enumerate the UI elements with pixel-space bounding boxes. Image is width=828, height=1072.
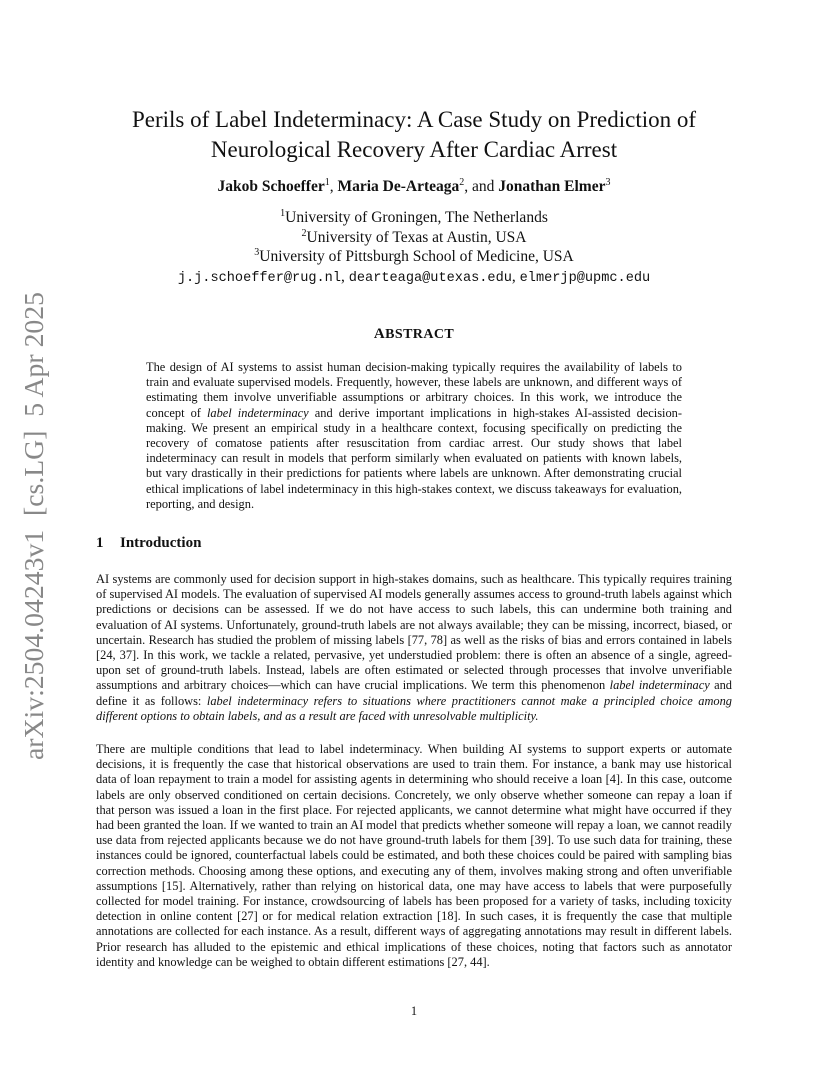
affiliation-marker: 2	[301, 227, 307, 239]
author-affil-marker: 3	[605, 176, 611, 188]
section-title: Introduction	[120, 535, 202, 551]
affiliation-marker: 3	[254, 246, 260, 258]
abstract-emphasis: label indeterminacy	[206, 405, 309, 420]
arxiv-identifier-stamp	[10, 290, 54, 760]
email-link[interactable]: j.j.schoeffer@rug.nl	[177, 270, 341, 286]
intro-paragraph-2: There are multiple conditions that lead to label indeterminacy. When building AI systems to support experts or automate decisions, it is frequently the case that historical observations are used to train them. For instance, a bank may use historical data of loan repayment to train a model for assisting agents in determining who should receive a loan [4]. In this case, outcome labels are only observed conditioned on certain decisions. Concretely, we only observe whether someone can repay a loan if that person was issued a loan in the first place. For rejected applicants, we cannot determine what might have occurred if they had been granted the loan. If we wanted to train an AI model that predicts whether someone will repay a loan, we cannot readily use data from rejected applicants because we do not have ground-truth labels for them [39]. To use such data for training, these instances could be ignored, counterfactual labels could be estimated, and both these choices could be paired with sampling bias correction methods. Choosing among these options, and executing any of them, involves making strong and often unverifiable assumptions [15]. Alternatively, rather than relying on historical data, one may have access to labels that were purposefully collected for model training. For instance, crowdsourcing of labels has been proposed for a variety of tasks, including toxicity detection in online content [27] or for medical relation extraction [18]. In such cases, it is frequently the case that multiple annotations are collected for each instance. As a result, different ways of aggregating annotations may result in different labels. Prior research has alluded to the epistemic and ethical implications of these choices, noting that factors such as annotator identity and knowledge can be weighed to obtain different estimations [27, 44].	[96, 742, 732, 969]
email-link[interactable]: elmerjp@upmc.edu	[519, 270, 651, 286]
affiliation-text: University of Groningen, The Netherlands	[285, 209, 548, 226]
author-name: Jakob Schoeffer	[217, 178, 325, 195]
affiliation-text: University of Pittsburgh School of Medicine, USA	[259, 248, 574, 265]
author-affil-marker: 2	[459, 176, 465, 188]
email-link[interactable]: dearteaga@utexas.edu	[348, 270, 512, 286]
abstract-text: and derive important implications in high-stakes AI-assisted decision-making. We present an empirical study in a healthcare context, focusing specifically on predicting the recovery of comatose patients after resuscitation from cardiac arrest. Our study shows that label indeterminacy can result in models that perform similarly when evaluated on patients with known labels, but vary drastically in their predictions for patients where labels are unknown. After demonstrating crucial ethical implications of label indeterminacy in this high-stakes context, we discuss takeaways for evaluation, reporting, and design.	[146, 405, 682, 511]
definition-emphasis: label indeterminacy refers to situations where practitioners cannot make a principled choice among different options to obtain labels, and as a result are faced with unresolvable multiplicity.	[96, 693, 733, 723]
author-separator: , and	[464, 178, 499, 195]
abstract-heading-rest: BSTRACT	[385, 327, 455, 342]
paragraph-text: and define it as follows:	[96, 678, 733, 708]
section-number: 1	[96, 535, 104, 551]
author-affil-marker: 1	[324, 176, 330, 188]
abstract-body	[146, 360, 682, 512]
title-line-1: Perils of Label Indeterminacy: A Case Study on Prediction of	[131, 107, 697, 132]
affiliation-text: University of Texas at Austin, USA	[306, 228, 527, 246]
author-name: Maria De-Arteaga	[337, 178, 460, 195]
page-number: 1	[410, 1004, 418, 1018]
section-heading-introduction	[96, 535, 201, 552]
intro-paragraph-1	[96, 572, 732, 724]
affiliation	[96, 228, 732, 248]
affiliation-marker: 1	[280, 207, 286, 219]
abstract-text: The design of AI systems to assist human decision-making typically requires the availability of labels to train and evaluate supervised models. Frequently, however, these labels are unknown, and different ways of estimating them involve unverifiable assumptions or arbitrary choices. In this work, we introduce the concept of	[146, 360, 682, 420]
author-list	[96, 178, 732, 196]
term-emphasis: label indeterminacy	[609, 678, 710, 693]
abstract-heading-initial: A	[373, 326, 386, 342]
affiliation	[96, 208, 732, 228]
email-list: j.j.schoeffer@rug.nl, dearteaga@utexas.edu, elmerjp@upmc.edu	[177, 267, 651, 286]
affiliation-list	[96, 208, 732, 288]
title-line-2: Neurological Recovery After Cardiac Arrest	[210, 137, 618, 162]
abstract-heading	[96, 326, 732, 343]
author-separator: ,	[329, 178, 338, 195]
affiliation	[96, 247, 732, 267]
paper-title	[96, 105, 732, 165]
author-name: Jonathan Elmer	[498, 178, 606, 195]
paragraph-text: AI systems are commonly used for decision support in high-stakes domains, such as healthcare. This typically requires training of supervised AI models. The evaluation of supervised AI models generally assumes access to ground-truth labels against which predictions or decisions can be assessed. If we do not have access to such labels, this can undermine both training and evaluation of AI systems. Unfortunately, ground-truth labels are not always available; they can be missing, incorrect, biased, or uncertain. Research has studied the problem of missing labels [77, 78] as well as the risks of bias and errors contained in labels [24, 37]. In this work, we tackle a related, pervasive, yet understudied problem: there is often an absence of a single, agreed-upon set of ground-truth labels. Instead, labels are often estimated or selected through processes that involve unverifiable assumptions and arbitrary choices—which can have crucial implications. We term this phenomenon	[96, 572, 732, 693]
arxiv-id-text: arXiv:2504.04243v1 [cs.LG] 5 Apr 2025	[18, 295, 49, 760]
